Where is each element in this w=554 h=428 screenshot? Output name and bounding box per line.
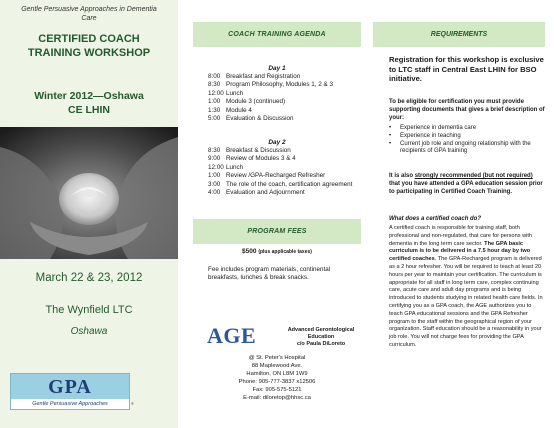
requirements-header: REQUIREMENTS — [373, 22, 545, 47]
gpa-logo-mark: GPA — [48, 376, 92, 398]
cover-subtitle: Gentle Persuasive Approaches in Dementia Care — [21, 6, 157, 22]
address-line: Hamilton, ON L8M 1W9 — [246, 371, 308, 377]
age-logo-block — [207, 323, 357, 349]
schedule-activity: Breakfast and Registration — [226, 73, 301, 80]
schedule-row — [208, 189, 358, 197]
schedule-row — [208, 155, 358, 163]
list-item-text: Current job role and ongoing relationship with the recipients of GPA training — [400, 140, 531, 155]
hands-holding-rose-photo — [0, 127, 178, 259]
contact-address — [193, 354, 361, 402]
contact-phone: Phone: 905-777-3837 x12506 — [238, 379, 316, 385]
coach-role-question: What does a certified coach do? — [389, 216, 482, 222]
program-price — [193, 248, 361, 255]
schedule-time: 12:00 — [208, 89, 224, 97]
schedule-row — [208, 81, 358, 89]
recommendation-note — [389, 172, 545, 196]
schedule-activity: Review of Modules 3 & 4 — [226, 155, 296, 163]
day1-label: Day 1 — [268, 65, 286, 72]
schedule-time: 5:00 — [208, 115, 221, 123]
address-line: @ St. Peter's Hospital — [248, 355, 306, 361]
schedule-row — [208, 164, 358, 172]
schedule-activity: Module 4 — [226, 106, 252, 114]
schedule-time: 4:00 — [208, 189, 221, 197]
rec-post: that you have attended a GPA education session prior to participating in Certified Coach Training. — [389, 181, 543, 195]
agenda-header: COACH TRAINING AGENDA — [193, 22, 361, 47]
schedule-row — [208, 90, 358, 98]
schedule-time: 1:00 — [208, 98, 221, 106]
list-item — [389, 133, 545, 141]
schedule-row — [208, 147, 358, 155]
schedule-row — [208, 98, 358, 106]
schedule-time: 3:00 — [208, 180, 221, 188]
cover-panel — [0, 0, 178, 428]
coach-role-description — [389, 225, 545, 350]
schedule-activity: Program Philosophy, Modules 1, 2 & 3 — [226, 81, 333, 89]
price-note: (plus applicable taxes) — [258, 249, 312, 255]
schedule-row — [208, 172, 358, 180]
agenda-panel — [193, 0, 361, 428]
address-line: 88 Maplewood Ave. — [251, 363, 303, 369]
day2-label: Day 2 — [268, 139, 286, 146]
schedule-activity: Lunch — [226, 89, 244, 97]
schedule-time: 1:00 — [208, 172, 221, 180]
gpa-logo — [10, 373, 130, 410]
workshop-dates: March 22 & 23, 2012 — [35, 272, 143, 284]
schedule-row — [208, 115, 358, 123]
schedule-activity: Breakfast & Discussion — [226, 147, 291, 154]
rec-pre: It is also — [389, 173, 415, 179]
schedule-time: 12:00 — [208, 163, 224, 171]
schedule-time: 8:00 — [208, 73, 221, 80]
org-line2: Education — [307, 334, 335, 340]
schedule-activity: Lunch — [226, 163, 244, 171]
schedule-activity: Module 3 (continued) — [226, 98, 286, 106]
certification-eligibility: To be eligible for certification you must provide supporting documents that gives a brief description of your: — [389, 99, 545, 121]
hands-rose-illustration — [0, 127, 178, 259]
schedule-row — [208, 181, 358, 189]
bullet-icon: • — [389, 132, 392, 139]
fee-description: Fee includes program materials, continental breakfasts, lunches & break snacks. — [208, 266, 331, 282]
org-line1: Advanced Gerontological — [287, 327, 355, 333]
day2-schedule — [208, 147, 358, 197]
contact-fax: Fax: 905-575-5121 — [252, 387, 302, 393]
schedule-time: 8:30 — [208, 147, 221, 154]
workshop-title-line1: CERTIFIED COACH — [38, 33, 140, 45]
body-part-a: A certified coach is responsible for training staff, both professional and non-regulated, that care for persons with dementia in the long term care sector. — [389, 225, 533, 247]
schedule-activity: The role of the coach, certification agreement — [226, 180, 353, 188]
age-logo: AGE — [207, 323, 257, 348]
edition-line2: CE LHIN — [68, 104, 110, 116]
workshop-city: Oshawa — [70, 326, 108, 337]
workshop-title-line2: TRAINING WORKSHOP — [27, 47, 151, 59]
body-part-b: . The GPA-Recharged program is delivered as a 2 hour refresher. You will be required to teach at least 20 hours per year to maintain your certification. The curriculum is appropriate for all staff in long term care, complex continuing care, acute care and adult day programs and is being introduced to students studying in related health care fields. In certifying you as a GPA coach, the AGE authorizes you to teach GPA educational sessions and the GPA Refresher program to the staff within the geographical region of your organization. Staff education should be a reasonability in your job role. You will not charge fees for providing the GPA curriculum. — [389, 256, 543, 348]
price-amount: $500 — [242, 248, 257, 255]
bullet-icon: • — [389, 125, 392, 131]
schedule-time: 9:00 — [208, 155, 221, 163]
day1-schedule — [208, 73, 358, 123]
schedule-time: 8:30 — [208, 81, 221, 89]
schedule-row — [208, 73, 358, 81]
requirements-panel — [373, 0, 545, 428]
requirement-list — [389, 125, 545, 156]
schedule-activity: Evaluation and Adjournment — [226, 189, 305, 197]
schedule-row — [208, 107, 358, 115]
registered-mark: ® — [131, 401, 134, 406]
list-item-text: Experience in dementia care — [400, 125, 477, 131]
body-emphasis: The GPA basic curriculum is to be delivered in a 7.5 hour day by two certified coaches — [389, 240, 531, 263]
list-item — [389, 125, 545, 133]
gpa-logo-tagline: Gentle Persuasive Approaches — [11, 399, 129, 409]
edition-line1: Winter 2012—Oshawa — [34, 90, 144, 102]
registration-eligibility: Registration for this workshop is exclusive to LTC staff in Central East LHIN for BSO initiative. — [389, 55, 544, 83]
list-item-text: Experience in teaching — [400, 132, 461, 139]
list-item — [389, 141, 545, 157]
rec-emphasis: strongly recommended (but not required) — [414, 173, 533, 179]
workshop-edition — [6, 89, 172, 117]
schedule-activity: Evaluation & Discussion — [226, 115, 294, 123]
fees-header: PROGRAM FEES — [193, 219, 361, 244]
org-line3: c/o Paula DiLoreto — [296, 341, 346, 347]
schedule-activity: Review /GPA-Recharged Refresher — [226, 172, 326, 180]
bullet-icon: • — [389, 140, 392, 147]
age-organization — [281, 327, 361, 348]
schedule-time: 1:30 — [208, 106, 221, 114]
workshop-venue: The Wynfield LTC — [45, 304, 133, 316]
workshop-title — [6, 32, 172, 60]
contact-email: E-mail: diloretop@hhsc.ca — [243, 395, 311, 401]
